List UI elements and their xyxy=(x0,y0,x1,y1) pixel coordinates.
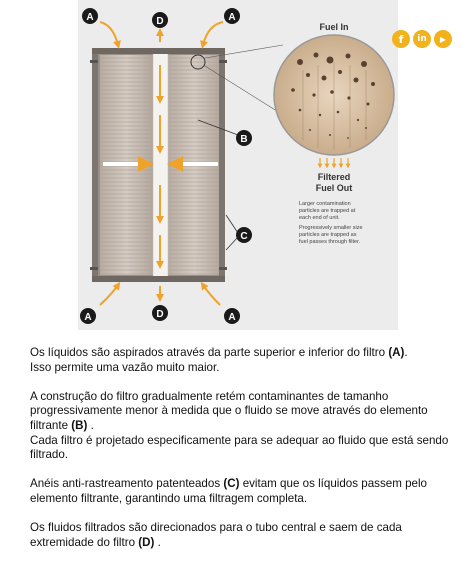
filter-diagram-svg xyxy=(78,0,398,330)
ref-a: (A) xyxy=(388,346,405,359)
svg-text:B: B xyxy=(240,134,248,145)
svg-text:Fuel Out: Fuel Out xyxy=(315,183,353,193)
svg-text:particles are trapped as: particles are trapped as xyxy=(299,232,357,238)
ref-d: (D) xyxy=(138,535,155,549)
text-span: . xyxy=(87,418,94,432)
text-span: Os fluidos filtrados são direcionados para o tubo central e saem de cada extremidade do filtro xyxy=(30,521,402,549)
youtube-icon[interactable] xyxy=(434,30,452,48)
svg-text:A: A xyxy=(86,12,94,23)
badge-a-bottom-right xyxy=(224,308,240,324)
svg-text:Fuel In: Fuel In xyxy=(319,22,349,32)
facebook-icon[interactable] xyxy=(392,30,410,48)
paragraph-outflow xyxy=(30,521,450,550)
ref-c: (C) xyxy=(223,477,240,491)
text-span: Isso permite uma vazão muito maior. xyxy=(30,360,220,374)
ref-b: (B) xyxy=(71,418,88,432)
facebook-glyph: f xyxy=(398,32,404,46)
svg-text:A: A xyxy=(84,312,92,323)
svg-text:particles are trapped at: particles are trapped at xyxy=(299,208,356,214)
youtube-glyph: ▶ xyxy=(439,34,447,44)
linkedin-glyph: in xyxy=(417,34,427,44)
badge-d-bottom xyxy=(152,305,168,321)
text-span: evitam que os líquidos passem pelo elemento filtrante, garantindo uma filtragem completa. xyxy=(30,477,428,505)
paragraph-intake xyxy=(30,346,450,375)
magnified-view xyxy=(274,22,394,245)
svg-text:Progressively smaller size: Progressively smaller size xyxy=(299,225,363,231)
inflow-arrow xyxy=(100,285,118,305)
badge-a-top-right xyxy=(224,8,240,24)
paragraph-construction xyxy=(30,390,450,463)
text-span: Os líquidos são aspirados através da parte superior e inferior do filtro xyxy=(30,346,389,359)
svg-text:C: C xyxy=(240,231,248,242)
svg-text:each end of unit.: each end of unit. xyxy=(299,215,340,221)
svg-text:A: A xyxy=(228,12,236,23)
text-span: A construção do filtro gradualmente retém contaminantes de tamanho progressivamente menor à medida que o fluido se move através do elemento filtrante xyxy=(30,389,428,432)
badge-a-bottom-left xyxy=(80,308,96,324)
inflow-arrow xyxy=(203,285,220,305)
filter-cartridge xyxy=(90,48,227,282)
filter-diagram xyxy=(78,0,398,330)
svg-text:D: D xyxy=(156,309,164,320)
svg-text:Larger contamination: Larger contamination xyxy=(299,201,351,207)
paragraph-rings xyxy=(30,477,450,506)
description-text xyxy=(30,346,450,565)
badge-c xyxy=(226,215,252,250)
svg-text:D: D xyxy=(156,16,164,27)
badge-a-top-left xyxy=(82,8,98,24)
text-span: . xyxy=(404,346,408,359)
linkedin-icon[interactable] xyxy=(413,30,431,48)
inflow-arrow xyxy=(203,22,223,45)
svg-text:A: A xyxy=(228,312,236,323)
inflow-arrow xyxy=(100,22,118,45)
text-span: . xyxy=(154,535,161,549)
badge-d-top xyxy=(152,12,168,28)
text-span: Anéis anti-rastreamento patenteados xyxy=(30,477,224,491)
svg-text:fuel passes through filter.: fuel passes through filter. xyxy=(299,239,361,245)
text-span: Cada filtro é projetado especificamente para se adequar ao fluido que está sendo filtrado. xyxy=(30,433,449,462)
svg-text:Filtered: Filtered xyxy=(317,172,351,182)
